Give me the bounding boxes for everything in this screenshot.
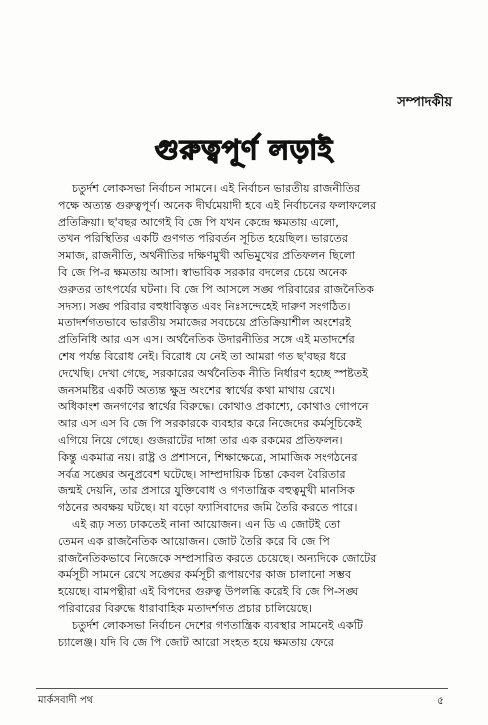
body-line: হয়েছে। বামপন্থীরা এই বিপদের গুরুত্ব উপলব্ধি করেই বি জে পি-সঙ্ঘ	[58, 585, 359, 599]
body-line: শেষ পর্যন্ত বিরোধ নেই। বিরোধ যে নেই তা আমরা গত ছ'বছর ধরে	[58, 349, 347, 363]
body-line: প্রতিনিধি আর এস এস। অর্থনৈতিক উদারনীতির সঙ্গে এই মতাদর্শের	[58, 333, 355, 347]
body-line: প্রতিক্রিয়া। ছ'বছর আগেই বি জে পি যখন কেন্দ্রে ক্ষমতায় এলো,	[58, 215, 339, 229]
body-line: এই রূঢ় সত্য ঢাকতেই নানা আয়োজন। এন ডি এ জোটই তো	[72, 517, 341, 531]
body-line: সমাজ, রাজনীতি, অর্থনীতির দক্ষিণমুখী অভিমুখের প্রতিফলন ছিলো	[58, 249, 356, 263]
body-line: মতাদর্শগতভাবে ভারতীয় সমাজের সবচেয়ে প্রতিক্রিয়াশীল অংশেরই	[58, 316, 351, 330]
publication-name: মার্কসবাদী পথ	[38, 695, 94, 706]
body-line: আর এস এস বি জে পি সরকারকে ব্যবহার করে নিজেদের কর্মসূচিকেই	[58, 417, 362, 431]
body-line: এগিয়ে নিয়ে গেছে। গুজরাটের দাঙ্গা তার এক রকমের প্রতিফলন।	[58, 433, 343, 447]
body-line: চ্যালেঞ্জ। যদি বি জে পি জোট আরো সংহত হয়ে ক্ষমতায় ফেরে	[58, 635, 334, 649]
body-line: কিন্তু একমাত্র নয়। রাষ্ট্র ও প্রশাসনে, শিক্ষাক্ষেত্রে, সামাজিক সংগঠনের	[58, 450, 358, 464]
body-line: গুরুতর তাৎপর্যের ঘটনা। বি জে পি আসলে সঙ্ঘ পরিবারের রাজনৈতিক	[58, 282, 375, 296]
body-line: জনসমষ্টির একটি অত্যন্ত ক্ষুদ্র অংশের স্বার্থের কথা মাথায় রেখে।	[58, 383, 336, 397]
body-line: অধিকাংশ জনগণের স্বার্থের বিরুদ্ধে। কোথাও প্রকাশ্যে, কোথাও গোপনে	[58, 400, 369, 414]
body-line: চতুর্দশ লোকসভা নির্বাচন সামনে। এই নির্বাচন ভারতীয় রাজনীতির	[72, 182, 361, 195]
body-line: তেমন এক রাজনৈতিক আয়োজন। জোট তৈরি করে বি জে পি	[58, 534, 330, 548]
body-line: রাজনৈতিকভাবে নিজেকে সম্প্রসারিত করতে চেয়েছে। অন্যদিকে জোটের	[58, 551, 377, 565]
body-line: কর্মসূচী সামনে রেখে সঙ্ঘের কর্মসূচী রূপায়ণের কাজ চালানো সম্ভব	[58, 568, 352, 582]
body-line: পরিবারের বিরুদ্ধে ধারাবাহিক মতাদর্শগত প্রচার চালিয়েছে।	[58, 601, 313, 615]
body-line: জন্মই দেয়নি, তার প্রসারে যুক্তিবোধ ও গণতান্ত্রিক বহুত্বমুখী মানসিক	[58, 484, 355, 498]
article-title: গুরুত্বপূর্ণ লড়াই	[154, 135, 334, 166]
section-label: সম্পাদকীয়	[397, 95, 452, 110]
body-line: চতুর্দশ লোকসভা নির্বাচন দেশের গণতান্ত্রিক ব্যবস্থার সামনেই একটি	[72, 618, 363, 632]
body-line: সর্বত্র সঙ্ঘের অনুপ্রবেশ ঘটেছে। সাম্প্রদায়িক চিন্তা কেবল বৈরিতার	[58, 467, 346, 481]
article-body	[58, 181, 442, 651]
footer-rule	[36, 688, 448, 689]
body-line: সদস্য। সঙ্ঘ পরিবার বহুধাবিস্তৃত এবং নিঃসন্দেহেই দারুণ সংগঠিত।	[58, 299, 351, 313]
body-line: তখন পরিস্থিতির একটি গুণগত পরিবর্তন সূচিত হয়েছিল। ভারতের	[58, 232, 348, 246]
body-line: দেখেছি। দেখা গেছে, সরকারের অর্থনৈতিক নীতি নির্ধারণ হচ্ছে স্পষ্টতই	[58, 366, 369, 380]
body-line: বি জে পি-র ক্ষমতায় আসা। স্বাভাবিক সরকার বদলের চেয়ে অনেক	[58, 265, 348, 279]
page-number: ৫	[436, 694, 444, 707]
body-line: গঠনের অবক্ষয় ঘটছে। যা বড়ো ফ্যাসিবাদের জমি তৈরি করতে পারে।	[58, 501, 358, 515]
body-line: পক্ষে অত্যন্ত গুরুত্বপূর্ণ। অনেক দীর্ঘমেয়াদী হবে এই নির্বাচনের ফলাফলের	[58, 198, 377, 212]
